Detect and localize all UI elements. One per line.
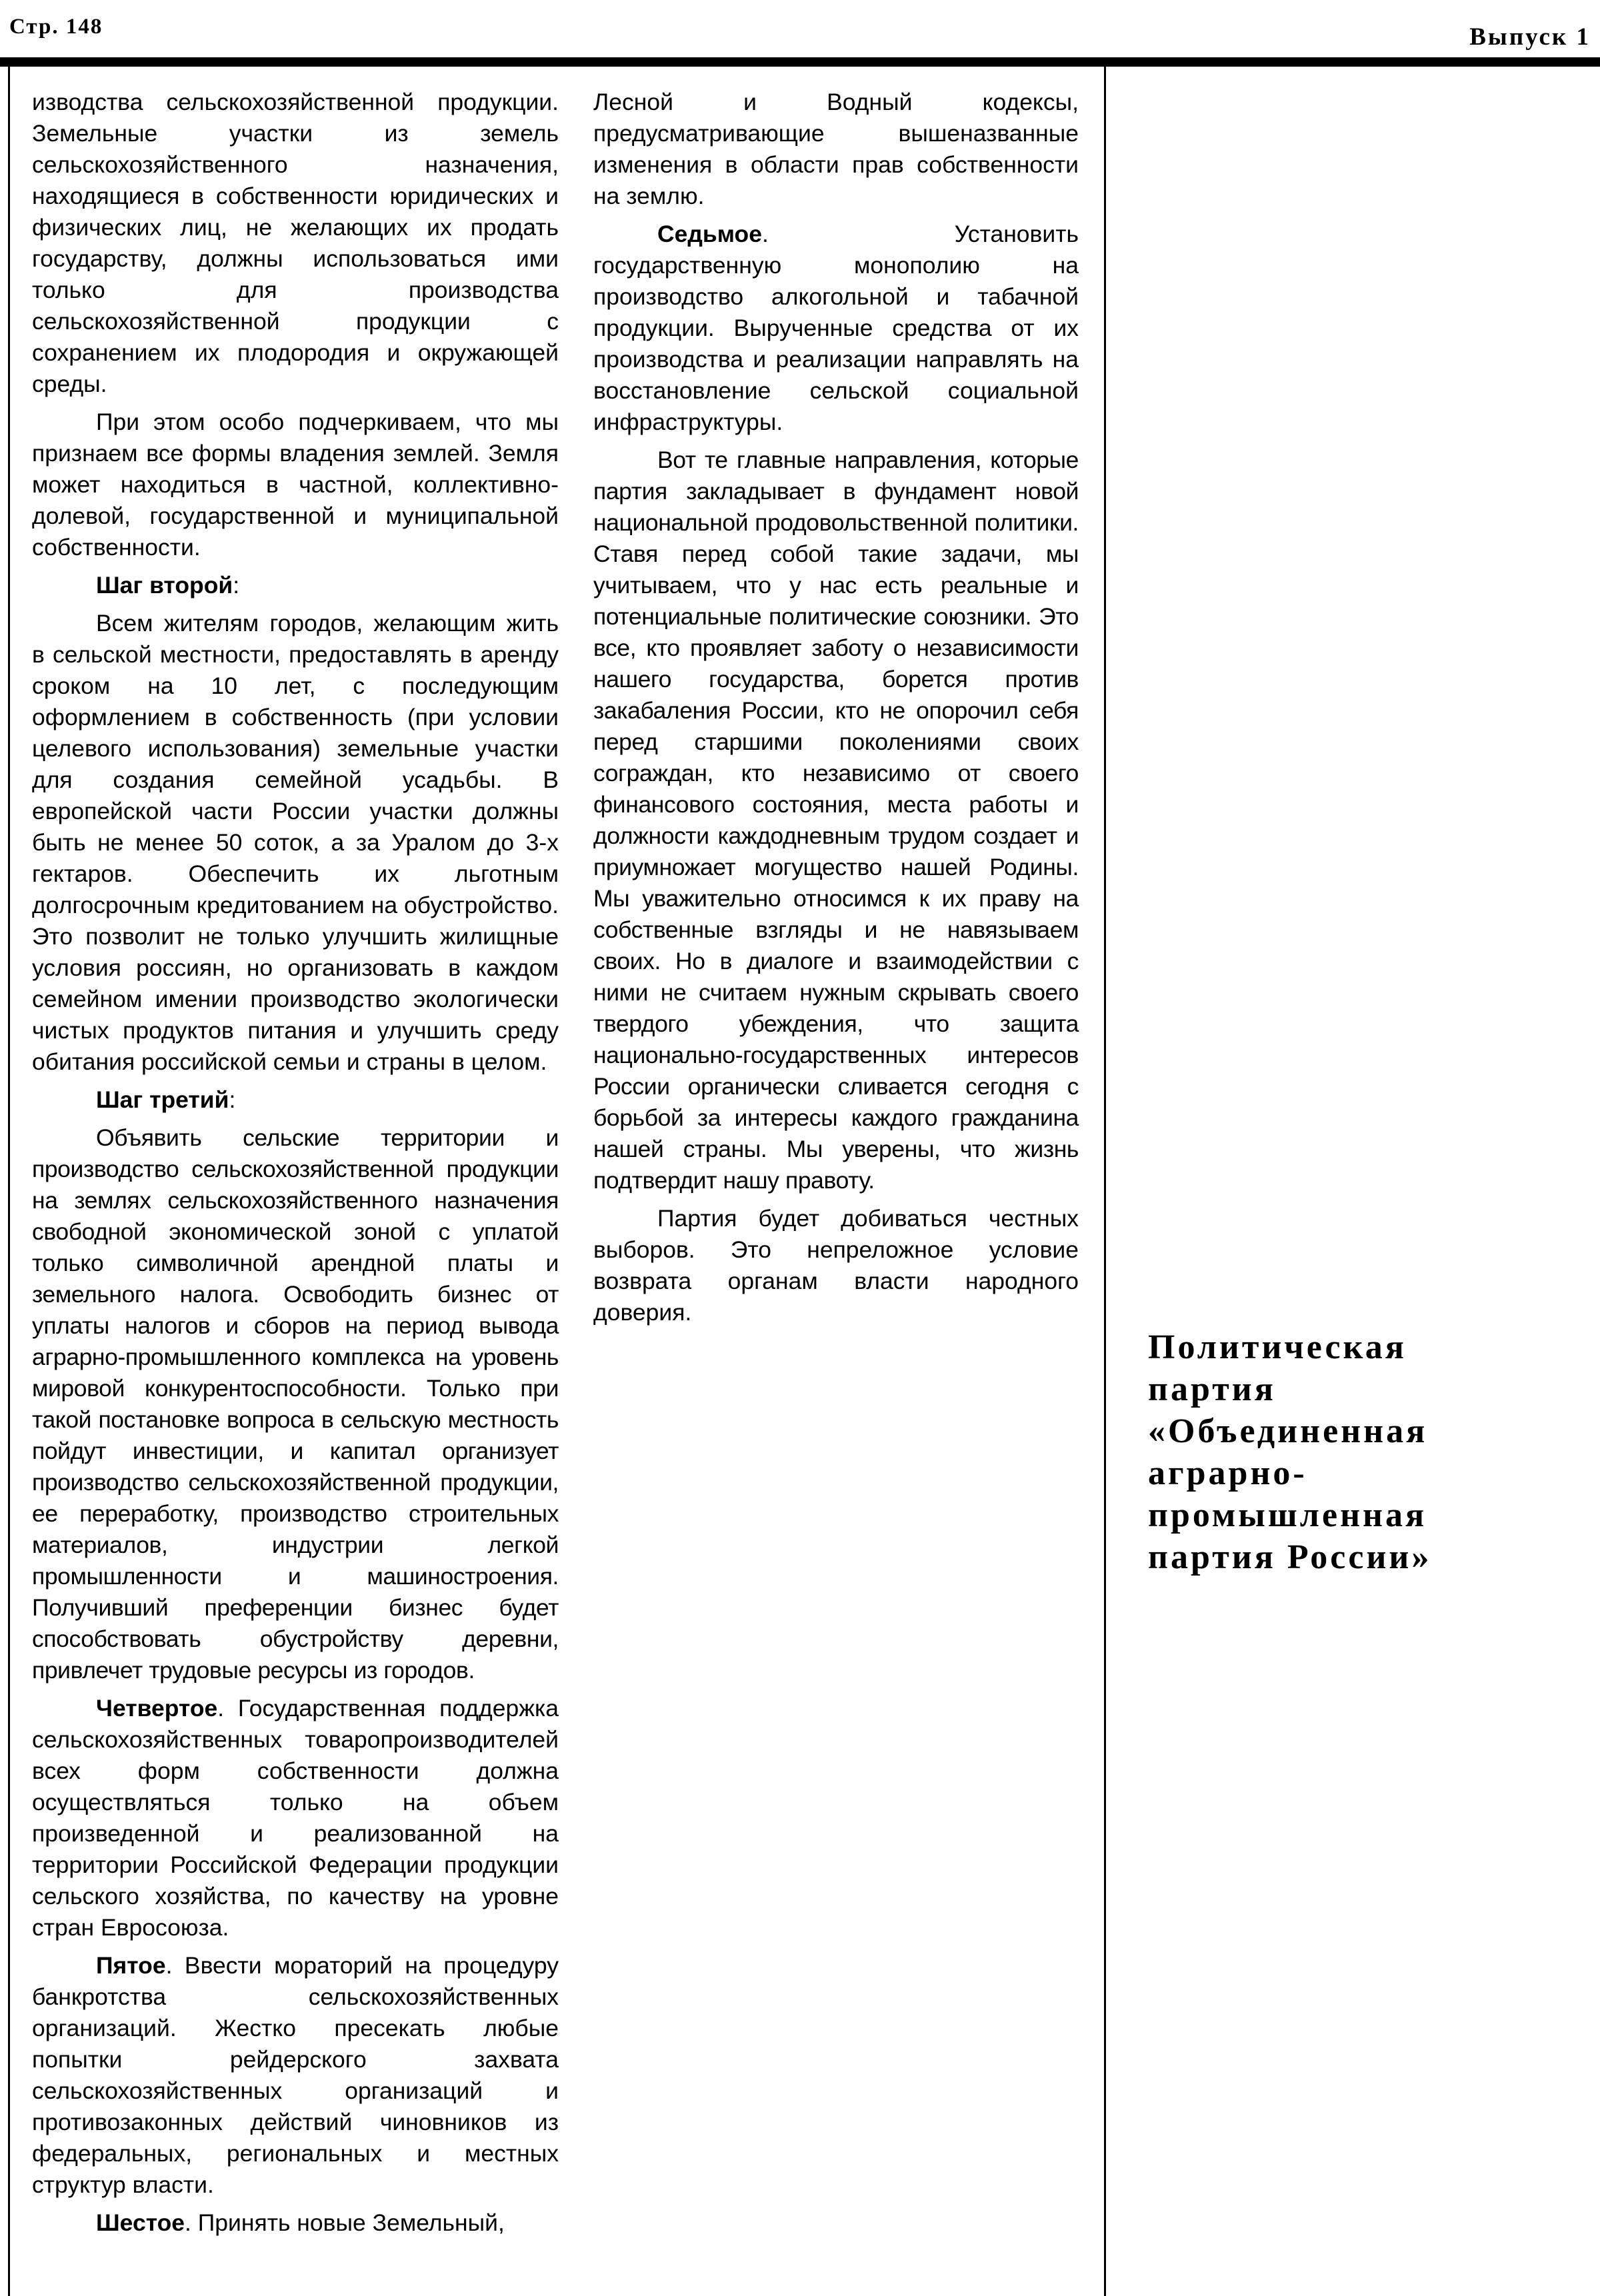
section-heading: Шаг третий: (96, 1086, 236, 1113)
paragraph: Седьмое. Установить государственную монополию на производство алкогольной и табачной продукции. Вырученные средства от их производства и реализации направлять на восстановление сельской социальной инфраструктуры. (593, 221, 1079, 435)
left-column-rule (8, 67, 10, 2296)
paragraph: При этом особо подчеркиваем, что мы признаем все формы владения землей. Земля может находиться в частной, коллективно-долевой, государственной и муниципальной собственности. (32, 409, 559, 561)
section-heading-label: Шаг третий (96, 1086, 229, 1113)
section-heading: Шаг второй: (96, 572, 240, 598)
party-title-line: партия (1148, 1370, 1276, 1408)
party-title-line: аграрно- (1148, 1454, 1307, 1492)
party-title (1148, 1326, 1521, 1578)
paragraph: изводства сельскохозяйственной продукции. Земельные участки из земель сельскохозяйственного назначения, находящиеся в собственности юридических и физических лиц, не желающих их продать государству, должны использоваться ими только для производства сельскохозяйственной продукции с сохранением их плодородия и окружающей среды. (32, 89, 559, 397)
lead-term: Пятое (96, 1952, 166, 1979)
section-heading-label: Шаг второй (96, 572, 233, 598)
page-number: Стр. 148 (9, 15, 103, 39)
lead-term: Шестое (96, 2209, 185, 2236)
paragraph: Лесной и Водный кодексы, предусматривающие вышеназванные изменения в области прав собственности на землю. (593, 89, 1079, 209)
header-rule (0, 57, 1600, 67)
paragraph: Вот те главные направления, которые партия закладывает в фундамент новой национальной продовольственной политики. Ставя перед собой такие задачи, мы учитываем, что у нас есть реальные и потенциальные политические союзники. Это все, кто проявляет заботу о независимости нашего государства, борется против закабаления России, кто не опорочил себя перед старшими поколениями своих сограждан, кто независимо от своего финансового состояния, места работы и должности каждодневным трудом создает и приумножает могущество нашей Родины. Мы уважительно относимся к их праву на собственные взгляды и не навязываем своих. Но в диалоге и взаимодействии с ними не считаем нужным скрывать своего твердого убеждения, что защита национально-государственных интересов России органически сливается сегодня с борьбой за интересы каждого гражданина нашей страны. Мы уверены, что жизнь подтвердит нашу правоту. (593, 447, 1079, 1194)
lead-term: Четвертое (96, 1695, 218, 1722)
issue-label: Выпуск 1 (1469, 23, 1591, 51)
text-column-right (593, 87, 1079, 1328)
paragraph: Шестое. Принять новые Земельный, (96, 2209, 505, 2236)
paragraph: Четвертое. Государственная поддержка сельскохозяйственных товаропроизводителей всех форм собственности должна осуществляться только на объем произведенной и реализованной на территории Российской Федерации продукции сельского хозяйства, по качеству на уровне стран Евросоюза. (32, 1695, 559, 1941)
paragraph: Объявить сельские территории и производство сельскохозяйственной продукции на землях сельскохозяйственного назначения свободной экономической зоной с уплатой только символичной арендной платы и земельного налога. Освободить бизнес от уплаты налогов и сборов на период вывода аграрно-промышленного комплекса на уровень мировой конкурентоспособности. Только при такой постановке вопроса в сельскую местность пойдут инвестиции, и капитал организует производство сельскохозяйственной продукции, ее переработку, производство строительных материалов, индустрии легкой промышленности и машиностроения. Получивший преференции бизнес будет способствовать обустройству деревни, привлечет трудовые ресурсы из городов. (32, 1124, 559, 1684)
paragraph: Партия будет добиваться честных выборов. Это непреложное условие возврата органам власти народного доверия. (593, 1205, 1079, 1326)
sidebar-divider-rule (1104, 67, 1106, 2296)
lead-term: Седьмое (657, 221, 762, 247)
paragraph: Всем жителям городов, желающим жить в сельской местности, предоставлять в аренду сроком на 10 лет, с последующим оформлением в собственность (при условии целевого использования) земельные участки для создания семейной усадьбы. В европейской части России участки должны быть не менее 50 соток, а за Уралом до 3-х гектаров. Обеспечить их льготным долгосрочным кредитованием на обустройство. Это позволит не только улучшить жилищные условия россиян, но организовать в каждом семейном имении производство экологически чистых продуктов питания и улучшить среду обитания российской семьи и страны в целом. (32, 610, 559, 1075)
party-title-line: «Объединенная (1148, 1412, 1428, 1450)
party-title-line: Политическая (1148, 1328, 1407, 1366)
party-title-line: промышленная (1148, 1496, 1427, 1534)
paragraph: Пятое. Ввести мораторий на процедуру банкротства сельскохозяйственных организаций. Жестко пресекать любые попытки рейдерского захвата сельскохозяйственных организаций и противозаконных действий чиновников из федеральных, региональных и местных структур власти. (32, 1952, 559, 2198)
text-column-left (32, 87, 559, 2239)
party-title-line: партия России» (1148, 1538, 1432, 1576)
